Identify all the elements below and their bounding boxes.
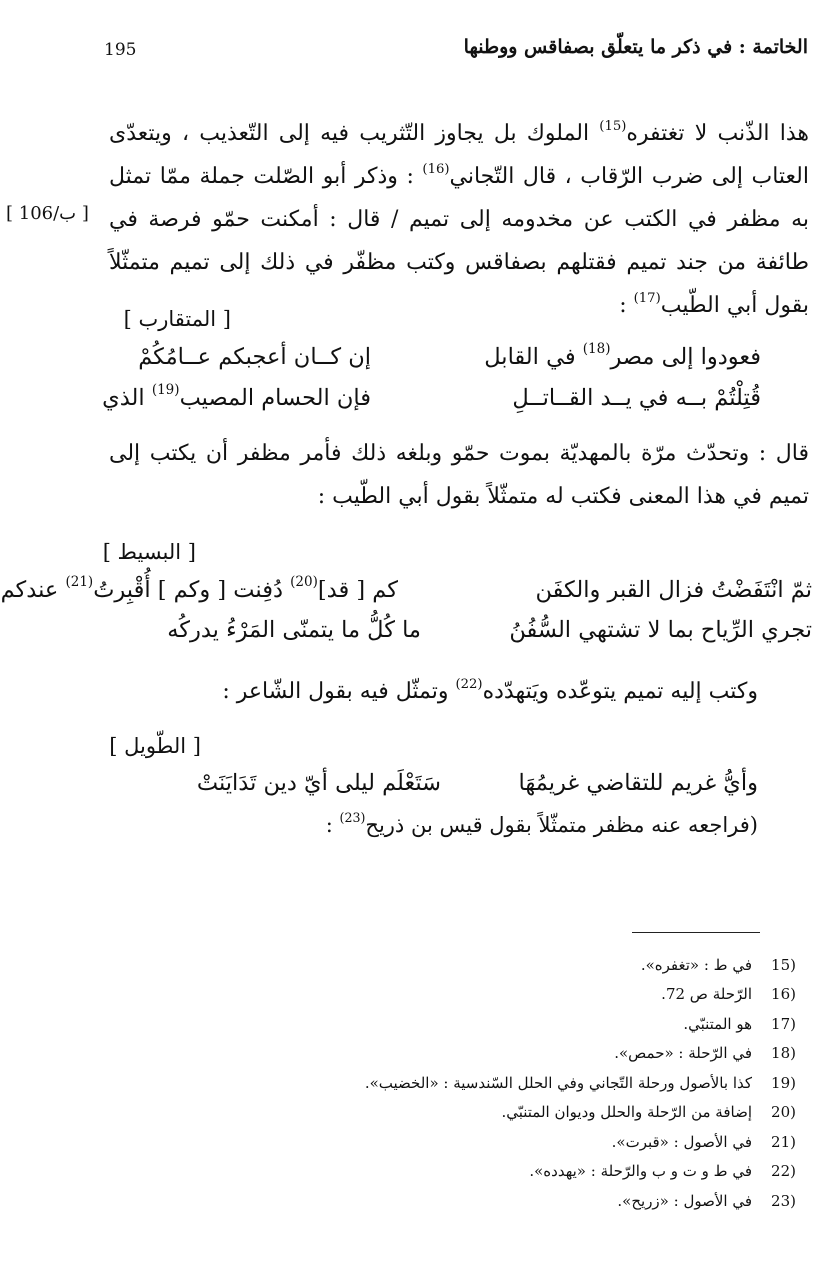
verse-hemistich: وأيُّ غريم للتقاضي غريمُهَا [518,770,758,796]
verse-hemistich: تجري الرِّياح بما لا تشتهي السُّفُنُ [509,617,812,643]
footnote [236,1009,796,1039]
paragraph-1 [109,112,809,327]
verse-text: عندكم [0,577,66,603]
paragraph-1-text: الملوك بل يجاوز التّثريب فيه إلى التّعذيب ، ويتعدّى العتاب إلى ضرب الرّقاب ، قال التّجاني [109,121,809,189]
footnote-ref-19: (19) [151,382,180,399]
footnote-text: في ط : «تغفره». [640,955,752,974]
footnote [236,1127,796,1157]
paragraph-3-text: وتمثّل فيه بقول الشّاعر : [222,679,456,704]
footnote-ref-18: (18) [582,341,611,358]
footnote-ref-22: (22) [455,676,483,692]
verse-hemistich: قُتِلْتُمْ بــه في يــد القــاتــلِ [512,385,761,411]
verse-text: دُفِنت [ وكم ] أُقْبِرتُ [93,577,291,603]
verse-text: فإن الحسام المصيب [179,385,371,411]
footnote-number: 16) [771,985,796,1004]
verse-text: الذي [102,385,152,411]
footnote [236,1157,796,1187]
footnote-number: 20) [771,1103,796,1122]
footnote-number: 15) [771,955,796,974]
footnote-ref-16: (16) [422,161,450,177]
paragraph-1-text: هذا الذّنب لا تغتفره [626,121,809,146]
paragraph-3 [108,670,758,713]
verse-hemistich [102,382,371,411]
footnote [236,1098,796,1128]
verse-hemistich: سَتَعْلَم ليلى أيّ دين تَدَايَنَتْ [196,770,441,796]
footnote [236,1039,796,1069]
footnotes [236,950,796,1216]
footnote-text: في الأصول : «زريح». [617,1191,752,1210]
footnote-ref-17: (17) [633,290,661,306]
footnote-text: في ط و ت و ب والرّحلة : «يهدده». [529,1162,752,1181]
paragraph-1-text: : وذكر أبو الصّلت جملة ممّا تمثل به مظفر في الكتب عن مخدومه إلى تميم / قال : أمكنت حمّو فرصة في طائفة من جند تميم فقتلهم بصفاقس وكتب مظفّر في ذلك إلى تميم متمثّلاً بقول أبي الطّيب [109,164,809,318]
verse-hemistich [484,341,761,370]
paragraph-3-text: وكتب إليه تميم يتوعّده ويَتهدّده [482,679,758,704]
footnote-text: كذا بالأصول ورحلة التّجاني وفي الحلل السّندسية : «الخضيب». [364,1073,752,1092]
footnote-number: 18) [771,1044,796,1063]
meter-label: [ المتقارب ] [123,307,231,331]
verse-hemistich [0,574,398,603]
footnote-number: 22) [771,1162,796,1181]
footnote-text: إضافة من الرّحلة والحلل وديوان المتنبّي. [501,1103,752,1122]
footnote-text: الرّحلة ص 72. [661,985,752,1004]
footnote-number: 19) [771,1073,796,1092]
footnote-ref-23: (23) [339,810,366,826]
footnote-text: في الرّحلة : «حمص». [614,1044,752,1063]
footnote-ref-21: (21) [65,574,94,591]
footnote-ref-20: (20) [290,574,318,591]
paragraph-2: قال : وتحدّث مرّة بالمهديّة بموت حمّو وبلغه ذلك فأمر مظفر أن يكتب إلى تميم في هذا المعنى فكتب له متمثّلاً بقول أبي الطّيب : [109,441,809,509]
footnote-number: 23) [771,1191,796,1210]
footnote [236,980,796,1010]
verse-hemistich: إن كــان أعجبكم عــامُكُمْ [138,344,371,370]
footnote [236,950,796,980]
manuscript-folio-note: [ 106/ب ] [6,203,89,224]
footnote-text: هو المتنبّي. [683,1014,752,1033]
verse-text: في القابل [484,344,583,370]
verse-note [325,810,758,837]
footnote [236,1068,796,1098]
footnote-ref-15: (15) [599,118,627,134]
footnote-number: 21) [771,1132,796,1151]
page-number: 195 [104,40,137,60]
verse-hemistich: ما كُلُّ ما يتمنّى المَرْءُ يدركُه [167,617,421,643]
meter-label: [ البسيط ] [102,540,196,564]
footnote-number: 17) [771,1014,796,1033]
verse-text: كم [ قد] [317,577,398,603]
verse-note-text: : [325,813,340,837]
footnote-text: في الأصول : «قبرت». [611,1132,752,1151]
meter-label: [ الطّويل ] [109,734,201,758]
chapter-title: الخاتمة : في ذكر ما يتعلّق بصفاقس ووطنها [463,36,808,58]
footnote [236,1186,796,1216]
footnote-divider [632,932,760,933]
paragraph-1-text: : [619,293,634,318]
verse-text: فعودوا إلى مصر [610,344,761,370]
verse-hemistich: ثمّ انْتَفَضْتُ فزال القبر والكفَن [535,577,812,603]
verse-note-text: (فراجعه عنه مظفر متمثّلاً بقول قيس بن ذريح [365,813,758,837]
